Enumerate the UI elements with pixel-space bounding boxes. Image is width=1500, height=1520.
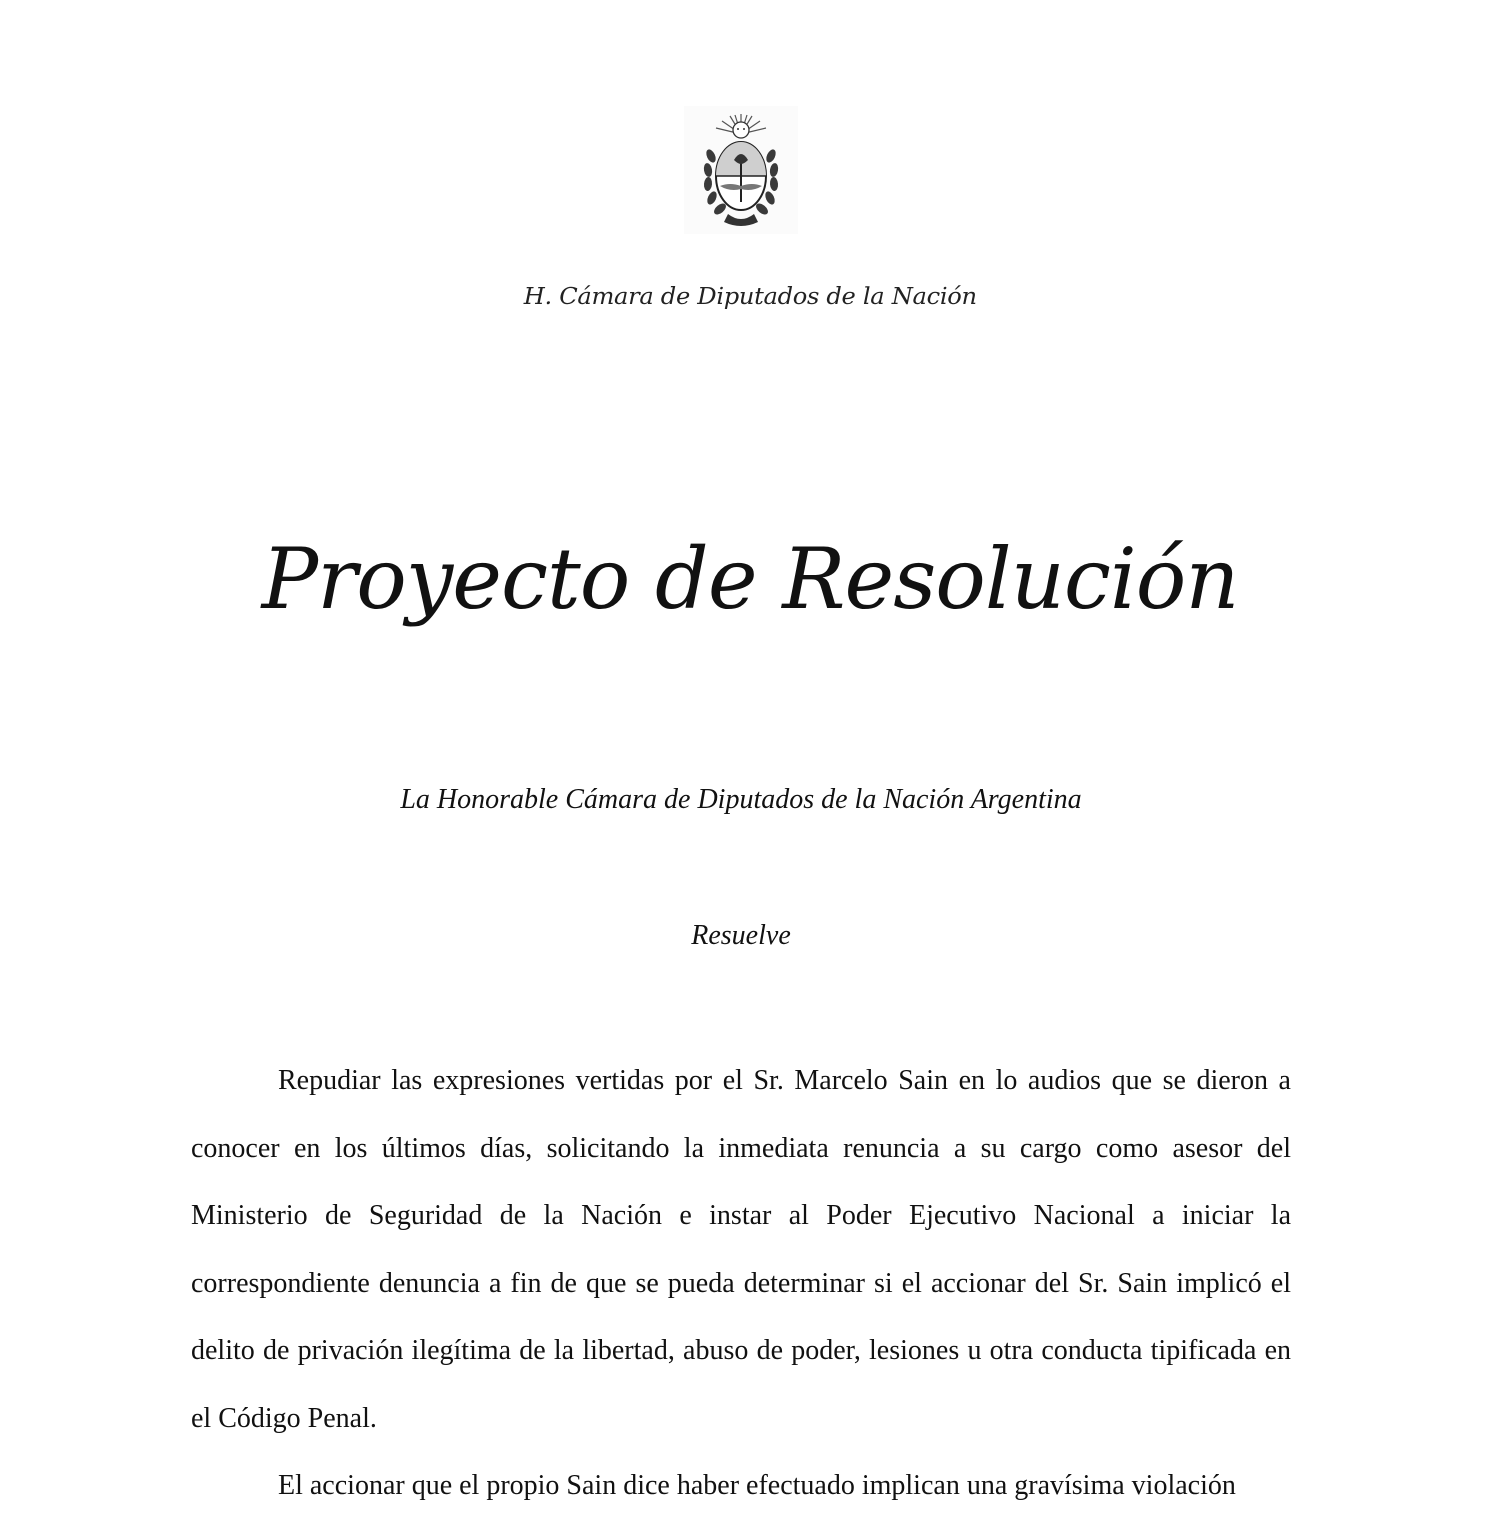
- resolution-verb: Resuelve: [691, 920, 791, 951]
- chamber-letterhead: H. Cámara de Diputados de la Nación: [523, 284, 977, 310]
- paragraph: El accionar que el propio Sain dice haber efectuado implican una gravísima violación: [278, 1470, 1236, 1501]
- document-title: Proyecto de Resolución: [261, 530, 1239, 628]
- issuing-chamber: La Honorable Cámara de Diputados de la Nación Argentina: [400, 784, 1082, 815]
- paragraph: Repudiar las expresiones vertidas por el Sr. Marcelo Sain en lo audios que se dieron a conocer en los últimos días, solicitando la inmediata renuncia a su cargo como asesor del Ministerio de Seguridad de la Nación e instar al Poder Ejecutivo Nacional a iniciar la correspondiente denuncia a fin de que se pueda determinar si el accionar del Sr. Sain implicó el delito de privación ilegítima de la libertad, abuso de poder, lesiones u otra conducta tipificada en el Código Penal.: [191, 1065, 1291, 1434]
- coat-of-arms-icon: [684, 106, 798, 234]
- resolution-body: [191, 1047, 1291, 1520]
